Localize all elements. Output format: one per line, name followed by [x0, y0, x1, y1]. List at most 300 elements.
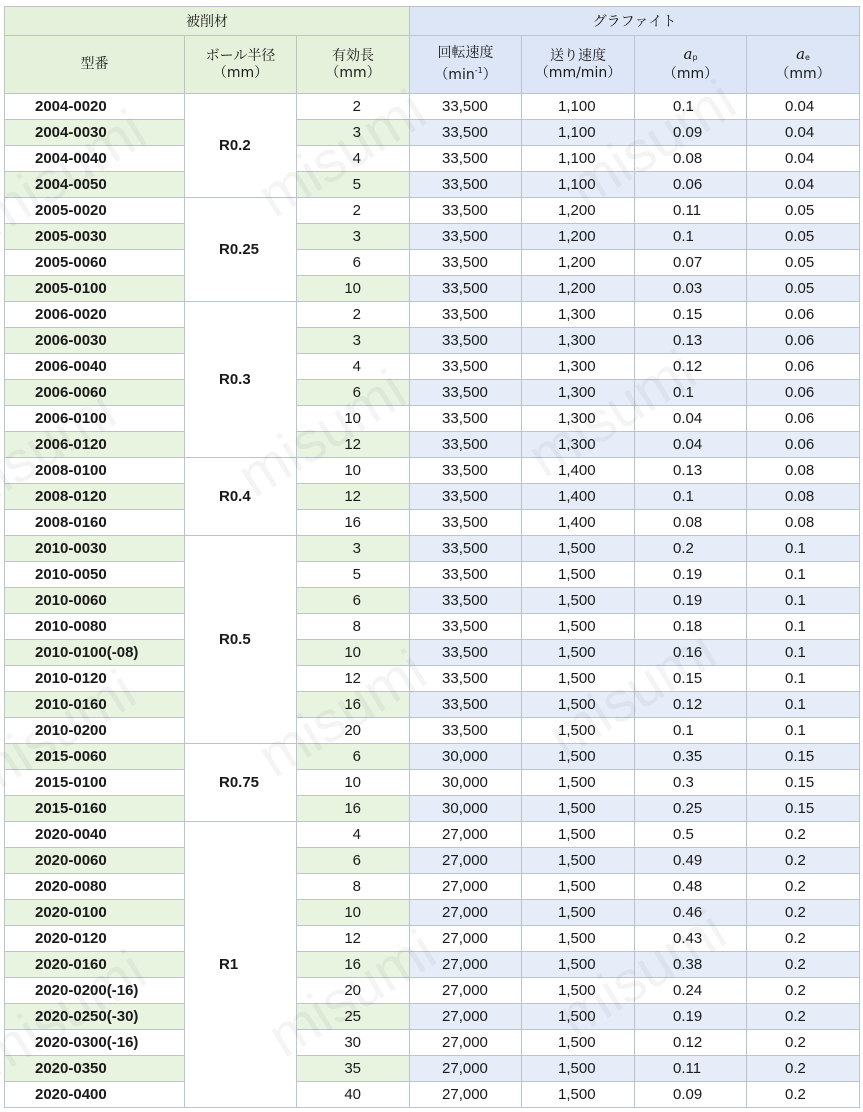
col-rpm-unit: （min	[434, 67, 475, 83]
length-cell: 6	[297, 250, 410, 276]
rpm-cell: 33,500	[410, 432, 522, 458]
ae-cell: 0.2	[747, 1004, 860, 1030]
ae-cell: 0.2	[747, 1056, 860, 1082]
length-cell: 8	[297, 874, 410, 900]
rpm-cell: 33,500	[410, 120, 522, 146]
ap-cell: 0.1	[635, 224, 747, 250]
col-length-label: 有効長	[332, 47, 374, 64]
length-cell: 12	[297, 432, 410, 458]
model-cell: 2006-0120	[5, 432, 185, 458]
ae-cell: 0.06	[747, 406, 860, 432]
model-cell: 2020-0100	[5, 900, 185, 926]
length-cell: 10	[297, 276, 410, 302]
ap-cell: 0.5	[635, 822, 747, 848]
table-row	[5, 146, 860, 172]
ap-cell: 0.24	[635, 978, 747, 1004]
ap-cell: 0.08	[635, 146, 747, 172]
feed-cell: 1,500	[522, 874, 635, 900]
ap-cell: 0.1	[635, 484, 747, 510]
ae-cell: 0.06	[747, 380, 860, 406]
feed-cell: 1,500	[522, 1056, 635, 1082]
ae-cell: 0.1	[747, 640, 860, 666]
rpm-cell: 33,500	[410, 562, 522, 588]
model-cell: 2020-0040	[5, 822, 185, 848]
table-row	[5, 744, 860, 770]
model-cell: 2006-0060	[5, 380, 185, 406]
table-row	[5, 978, 860, 1004]
table-row	[5, 172, 860, 198]
model-cell: 2020-0160	[5, 952, 185, 978]
feed-cell: 1,100	[522, 146, 635, 172]
model-cell: 2010-0050	[5, 562, 185, 588]
model-cell: 2006-0100	[5, 406, 185, 432]
ae-cell: 0.2	[747, 848, 860, 874]
length-cell: 25	[297, 1004, 410, 1030]
cutting-conditions-table	[4, 6, 860, 1108]
length-cell: 20	[297, 978, 410, 1004]
table-row	[5, 120, 860, 146]
table-row	[5, 640, 860, 666]
rpm-cell: 27,000	[410, 848, 522, 874]
model-cell: 2008-0160	[5, 510, 185, 536]
table-row	[5, 822, 860, 848]
feed-cell: 1,400	[522, 458, 635, 484]
model-cell: 2008-0100	[5, 458, 185, 484]
rpm-cell: 33,500	[410, 588, 522, 614]
feed-cell: 1,500	[522, 718, 635, 744]
length-cell: 4	[297, 822, 410, 848]
feed-cell: 1,100	[522, 172, 635, 198]
col-rpm-unit-close: ）	[482, 67, 497, 83]
ap-cell: 0.13	[635, 458, 747, 484]
table-row	[5, 224, 860, 250]
rpm-cell: 30,000	[410, 796, 522, 822]
length-cell: 3	[297, 328, 410, 354]
rpm-cell: 27,000	[410, 900, 522, 926]
col-model-label: 型番	[80, 56, 109, 72]
ap-cell: 0.16	[635, 640, 747, 666]
feed-cell: 1,200	[522, 224, 635, 250]
ae-cell: 0.08	[747, 510, 860, 536]
ae-cell: 0.1	[747, 718, 860, 744]
rpm-cell: 33,500	[410, 380, 522, 406]
table-row	[5, 406, 860, 432]
ae-cell: 0.04	[747, 172, 860, 198]
rpm-cell: 33,500	[410, 250, 522, 276]
ap-cell: 0.12	[635, 692, 747, 718]
table-row	[5, 796, 860, 822]
length-cell: 2	[297, 302, 410, 328]
ap-cell: 0.19	[635, 562, 747, 588]
radius-cell: R0.3	[185, 302, 297, 458]
col-ap-unit: （mm）	[662, 66, 719, 82]
ae-cell: 0.05	[747, 276, 860, 302]
feed-cell: 1,500	[522, 744, 635, 770]
table-row	[5, 458, 860, 484]
col-ae-subscript: e	[805, 53, 810, 62]
model-cell: 2008-0120	[5, 484, 185, 510]
feed-cell: 1,500	[522, 588, 635, 614]
table-row	[5, 1082, 860, 1108]
feed-cell: 1,200	[522, 250, 635, 276]
rpm-cell: 33,500	[410, 354, 522, 380]
feed-cell: 1,500	[522, 770, 635, 796]
col-header-radius	[185, 36, 297, 94]
table-row	[5, 588, 860, 614]
ap-cell: 0.12	[635, 1030, 747, 1056]
ae-cell: 0.2	[747, 1030, 860, 1056]
model-cell: 2010-0060	[5, 588, 185, 614]
table-row	[5, 302, 860, 328]
ap-cell: 0.09	[635, 120, 747, 146]
rpm-cell: 33,500	[410, 666, 522, 692]
rpm-cell: 27,000	[410, 952, 522, 978]
model-cell: 2005-0020	[5, 198, 185, 224]
feed-cell: 1,500	[522, 1004, 635, 1030]
ap-cell: 0.09	[635, 1082, 747, 1108]
table-row	[5, 276, 860, 302]
rpm-cell: 27,000	[410, 1056, 522, 1082]
table-row	[5, 900, 860, 926]
radius-cell: R0.25	[185, 198, 297, 302]
feed-cell: 1,500	[522, 614, 635, 640]
table-row	[5, 848, 860, 874]
length-cell: 3	[297, 120, 410, 146]
ae-cell: 0.06	[747, 302, 860, 328]
col-length-unit: （mm）	[325, 64, 381, 81]
table-row	[5, 1004, 860, 1030]
rpm-cell: 27,000	[410, 874, 522, 900]
table-row	[5, 1030, 860, 1056]
model-cell: 2006-0030	[5, 328, 185, 354]
ae-cell: 0.04	[747, 146, 860, 172]
feed-cell: 1,400	[522, 510, 635, 536]
rpm-cell: 33,500	[410, 302, 522, 328]
model-cell: 2020-0080	[5, 874, 185, 900]
ae-cell: 0.15	[747, 744, 860, 770]
feed-cell: 1,300	[522, 406, 635, 432]
ap-cell: 0.11	[635, 1056, 747, 1082]
ae-cell: 0.2	[747, 978, 860, 1004]
length-cell: 5	[297, 172, 410, 198]
feed-cell: 1,500	[522, 796, 635, 822]
model-cell: 2015-0160	[5, 796, 185, 822]
ae-cell: 0.06	[747, 432, 860, 458]
ap-cell: 0.15	[635, 302, 747, 328]
ae-cell: 0.08	[747, 458, 860, 484]
length-cell: 35	[297, 1056, 410, 1082]
ae-cell: 0.15	[747, 796, 860, 822]
radius-cell: R0.4	[185, 458, 297, 536]
length-cell: 16	[297, 692, 410, 718]
col-rpm-unit-exponent: -1	[474, 66, 483, 75]
model-cell: 2004-0040	[5, 146, 185, 172]
ae-cell: 0.2	[747, 1082, 860, 1108]
feed-cell: 1,100	[522, 94, 635, 120]
ae-cell: 0.05	[747, 224, 860, 250]
ae-cell: 0.2	[747, 874, 860, 900]
rpm-cell: 27,000	[410, 926, 522, 952]
radius-cell: R0.75	[185, 744, 297, 822]
ap-cell: 0.06	[635, 172, 747, 198]
feed-cell: 1,500	[522, 1030, 635, 1056]
feed-cell: 1,400	[522, 484, 635, 510]
model-cell: 2020-0300(-16)	[5, 1030, 185, 1056]
rpm-cell: 33,500	[410, 328, 522, 354]
length-cell: 5	[297, 562, 410, 588]
ap-cell: 0.25	[635, 796, 747, 822]
ap-cell: 0.13	[635, 328, 747, 354]
table-row	[5, 536, 860, 562]
ap-cell: 0.1	[635, 718, 747, 744]
model-cell: 2020-0250(-30)	[5, 1004, 185, 1030]
ap-cell: 0.48	[635, 874, 747, 900]
col-rpm-label: 回転速度	[437, 45, 494, 61]
group-header-graphite: グラファイト	[410, 7, 860, 36]
ap-cell: 0.19	[635, 1004, 747, 1030]
table-row	[5, 666, 860, 692]
ae-cell: 0.15	[747, 770, 860, 796]
feed-cell: 1,500	[522, 952, 635, 978]
model-cell: 2020-0400	[5, 1082, 185, 1108]
ap-cell: 0.46	[635, 900, 747, 926]
ap-cell: 0.11	[635, 198, 747, 224]
table-row	[5, 94, 860, 120]
table-row	[5, 874, 860, 900]
model-cell: 2004-0050	[5, 172, 185, 198]
length-cell: 20	[297, 718, 410, 744]
ae-cell: 0.1	[747, 536, 860, 562]
table-row	[5, 484, 860, 510]
length-cell: 12	[297, 926, 410, 952]
table-row	[5, 562, 860, 588]
model-cell: 2004-0020	[5, 94, 185, 120]
ap-cell: 0.19	[635, 588, 747, 614]
rpm-cell: 33,500	[410, 94, 522, 120]
feed-cell: 1,100	[522, 120, 635, 146]
ae-cell: 0.1	[747, 588, 860, 614]
group-header-workpiece: 被削材	[5, 7, 410, 36]
length-cell: 16	[297, 952, 410, 978]
rpm-cell: 33,500	[410, 536, 522, 562]
ap-cell: 0.49	[635, 848, 747, 874]
ap-cell: 0.3	[635, 770, 747, 796]
rpm-cell: 27,000	[410, 1082, 522, 1108]
ae-cell: 0.2	[747, 822, 860, 848]
length-cell: 2	[297, 198, 410, 224]
ap-cell: 0.43	[635, 926, 747, 952]
table-row	[5, 718, 860, 744]
ap-cell: 0.04	[635, 432, 747, 458]
rpm-cell: 33,500	[410, 276, 522, 302]
feed-cell: 1,500	[522, 822, 635, 848]
length-cell: 10	[297, 900, 410, 926]
col-radius-unit: （mm）	[212, 64, 269, 81]
table-row	[5, 770, 860, 796]
model-cell: 2010-0030	[5, 536, 185, 562]
length-cell: 6	[297, 848, 410, 874]
rpm-cell: 27,000	[410, 1004, 522, 1030]
model-cell: 2020-0200(-16)	[5, 978, 185, 1004]
ap-cell: 0.35	[635, 744, 747, 770]
model-cell: 2015-0060	[5, 744, 185, 770]
length-cell: 16	[297, 510, 410, 536]
length-cell: 6	[297, 380, 410, 406]
rpm-cell: 27,000	[410, 822, 522, 848]
length-cell: 6	[297, 744, 410, 770]
ae-cell: 0.1	[747, 614, 860, 640]
feed-cell: 1,300	[522, 302, 635, 328]
ap-cell: 0.1	[635, 94, 747, 120]
rpm-cell: 33,500	[410, 172, 522, 198]
table-row	[5, 614, 860, 640]
rpm-cell: 33,500	[410, 510, 522, 536]
col-header-rpm	[410, 36, 522, 94]
table-body	[5, 94, 860, 1108]
col-header-ae	[747, 36, 860, 94]
feed-cell: 1,500	[522, 692, 635, 718]
col-header-ap	[635, 36, 747, 94]
ap-cell: 0.15	[635, 666, 747, 692]
length-cell: 2	[297, 94, 410, 120]
ae-cell: 0.2	[747, 952, 860, 978]
feed-cell: 1,500	[522, 536, 635, 562]
rpm-cell: 33,500	[410, 458, 522, 484]
length-cell: 40	[297, 1082, 410, 1108]
model-cell: 2005-0060	[5, 250, 185, 276]
length-cell: 12	[297, 484, 410, 510]
ap-cell: 0.08	[635, 510, 747, 536]
ae-cell: 0.06	[747, 354, 860, 380]
ae-cell: 0.04	[747, 94, 860, 120]
radius-cell: R0.2	[185, 94, 297, 198]
table-row	[5, 354, 860, 380]
rpm-cell: 33,500	[410, 198, 522, 224]
length-cell: 10	[297, 406, 410, 432]
length-cell: 3	[297, 224, 410, 250]
feed-cell: 1,500	[522, 1082, 635, 1108]
feed-cell: 1,200	[522, 198, 635, 224]
length-cell: 6	[297, 588, 410, 614]
feed-cell: 1,500	[522, 848, 635, 874]
feed-cell: 1,500	[522, 666, 635, 692]
model-cell: 2010-0100(-08)	[5, 640, 185, 666]
length-cell: 16	[297, 796, 410, 822]
model-cell: 2020-0350	[5, 1056, 185, 1082]
feed-cell: 1,300	[522, 432, 635, 458]
ae-cell: 0.05	[747, 250, 860, 276]
rpm-cell: 33,500	[410, 484, 522, 510]
length-cell: 10	[297, 458, 410, 484]
col-header-model	[5, 36, 185, 94]
model-cell: 2004-0030	[5, 120, 185, 146]
table-row	[5, 432, 860, 458]
col-header-length	[297, 36, 410, 94]
ae-cell: 0.06	[747, 328, 860, 354]
rpm-cell: 27,000	[410, 978, 522, 1004]
feed-cell: 1,300	[522, 328, 635, 354]
ap-cell: 0.2	[635, 536, 747, 562]
model-cell: 2010-0160	[5, 692, 185, 718]
rpm-cell: 33,500	[410, 640, 522, 666]
length-cell: 10	[297, 640, 410, 666]
rpm-cell: 33,500	[410, 406, 522, 432]
model-cell: 2020-0120	[5, 926, 185, 952]
ae-cell: 0.2	[747, 900, 860, 926]
rpm-cell: 33,500	[410, 692, 522, 718]
table-row	[5, 328, 860, 354]
col-ap-subscript: p	[692, 53, 698, 62]
ap-cell: 0.04	[635, 406, 747, 432]
model-cell: 2005-0100	[5, 276, 185, 302]
ap-cell: 0.1	[635, 380, 747, 406]
rpm-cell: 33,500	[410, 146, 522, 172]
feed-cell: 1,500	[522, 900, 635, 926]
rpm-cell: 30,000	[410, 744, 522, 770]
radius-cell: R1	[185, 822, 297, 1108]
table-row	[5, 1056, 860, 1082]
ae-cell: 0.04	[747, 120, 860, 146]
length-cell: 3	[297, 536, 410, 562]
rpm-cell: 27,000	[410, 1030, 522, 1056]
col-ap-symbol: a	[683, 45, 693, 63]
length-cell: 4	[297, 354, 410, 380]
length-cell: 12	[297, 666, 410, 692]
ae-cell: 0.1	[747, 562, 860, 588]
model-cell: 2005-0030	[5, 224, 185, 250]
model-cell: 2010-0200	[5, 718, 185, 744]
table-row	[5, 380, 860, 406]
ap-cell: 0.18	[635, 614, 747, 640]
col-radius-label: ボール半径	[205, 47, 276, 64]
ap-cell: 0.03	[635, 276, 747, 302]
ap-cell: 0.07	[635, 250, 747, 276]
ap-cell: 0.38	[635, 952, 747, 978]
rpm-cell: 33,500	[410, 614, 522, 640]
model-cell: 2010-0080	[5, 614, 185, 640]
table-row	[5, 510, 860, 536]
ae-cell: 0.2	[747, 926, 860, 952]
length-cell: 30	[297, 1030, 410, 1056]
col-header-feed	[522, 36, 635, 94]
feed-cell: 1,200	[522, 276, 635, 302]
model-cell: 2020-0060	[5, 848, 185, 874]
table-row	[5, 692, 860, 718]
model-cell: 2010-0120	[5, 666, 185, 692]
ae-cell: 0.08	[747, 484, 860, 510]
feed-cell: 1,300	[522, 354, 635, 380]
radius-cell: R0.5	[185, 536, 297, 744]
feed-cell: 1,500	[522, 926, 635, 952]
col-feed-unit: （mm/min）	[534, 64, 622, 81]
length-cell: 8	[297, 614, 410, 640]
ae-cell: 0.1	[747, 666, 860, 692]
ae-cell: 0.05	[747, 198, 860, 224]
table-row	[5, 198, 860, 224]
model-cell: 2006-0040	[5, 354, 185, 380]
feed-cell: 1,500	[522, 978, 635, 1004]
length-cell: 4	[297, 146, 410, 172]
length-cell: 10	[297, 770, 410, 796]
rpm-cell: 33,500	[410, 718, 522, 744]
feed-cell: 1,300	[522, 380, 635, 406]
ap-cell: 0.12	[635, 354, 747, 380]
ae-cell: 0.1	[747, 692, 860, 718]
table-row	[5, 926, 860, 952]
feed-cell: 1,500	[522, 562, 635, 588]
table-row	[5, 952, 860, 978]
model-cell: 2015-0100	[5, 770, 185, 796]
